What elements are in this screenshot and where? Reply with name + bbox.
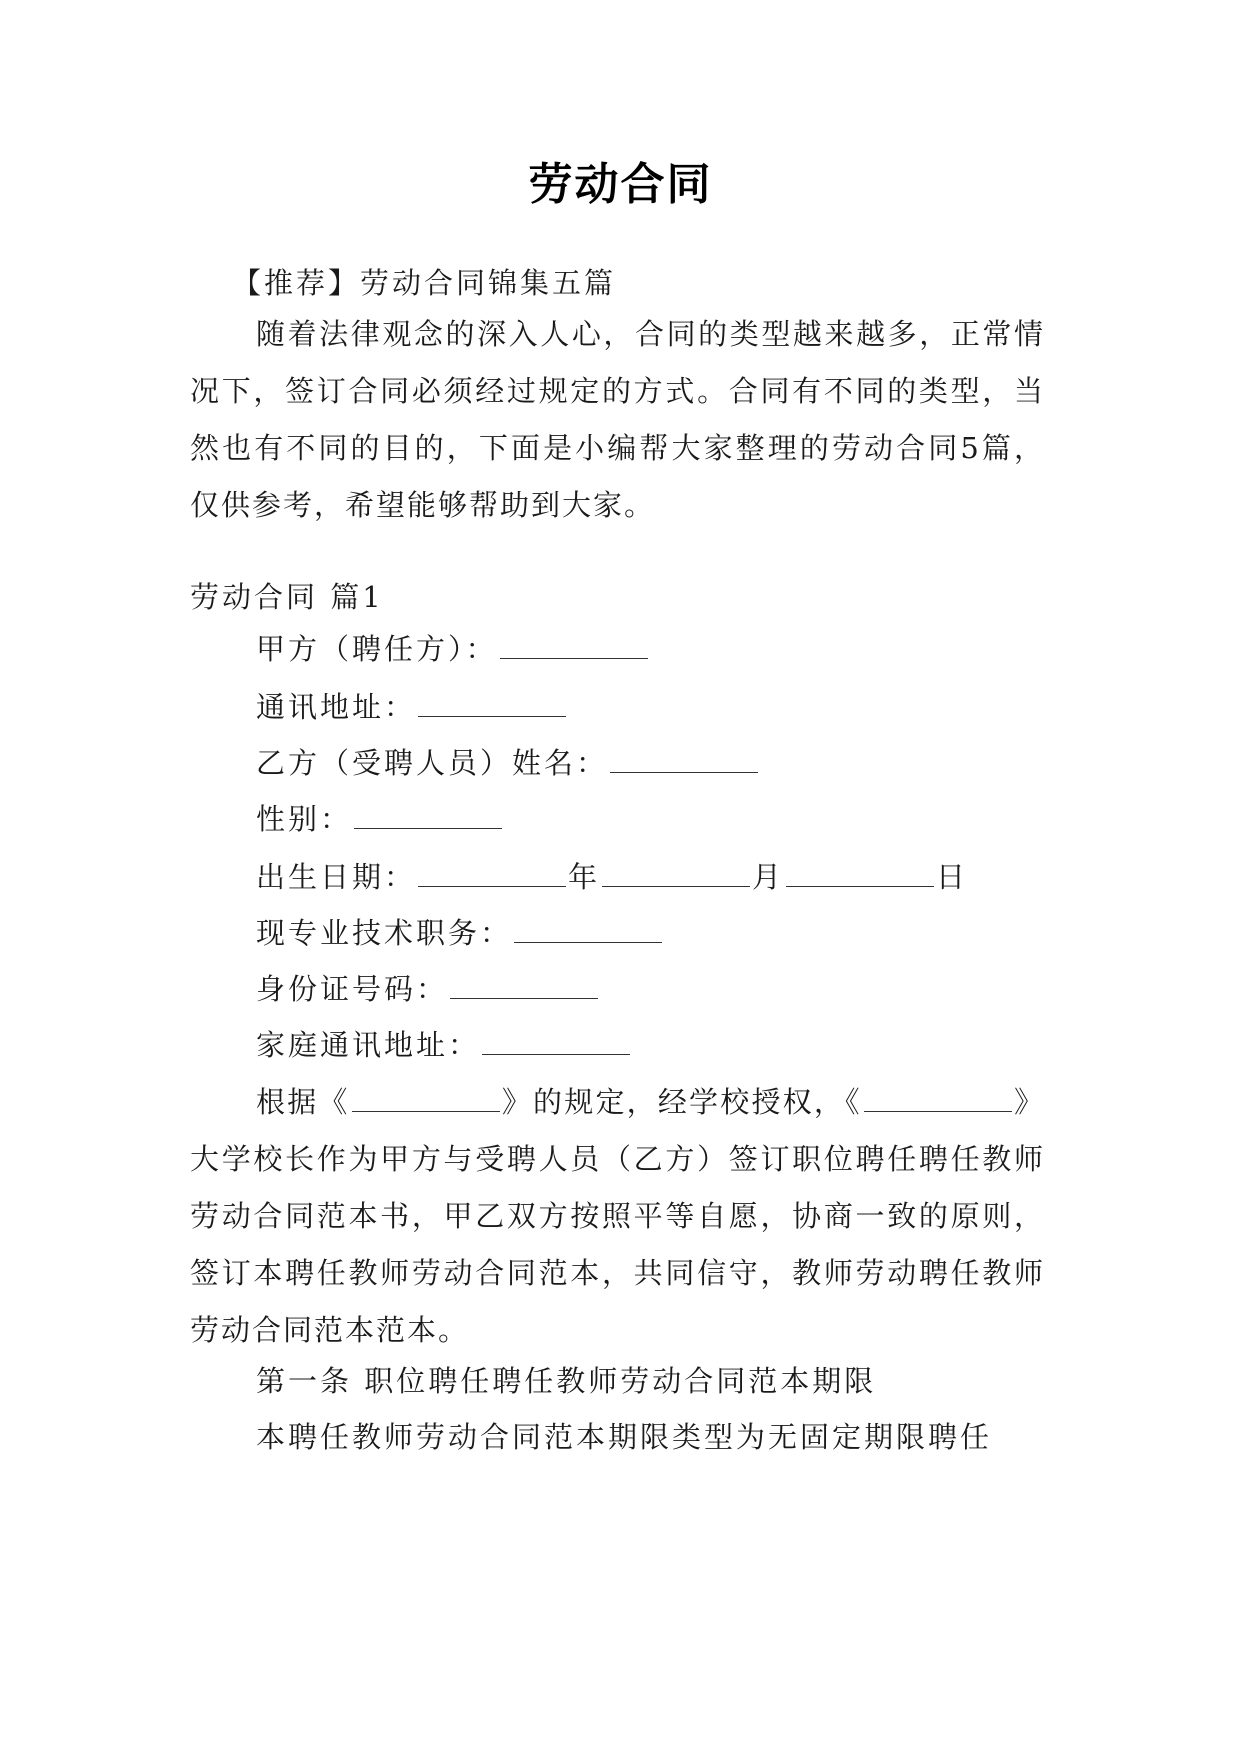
section-heading: 劳动合同 篇1 (190, 580, 384, 614)
field-label: 甲方（聘任方）： (256, 632, 498, 666)
blank-line (602, 860, 750, 887)
article-1-heading: 第一条 职位聘任聘任教师劳动合同范本期限 (256, 1364, 877, 1398)
year-label: 年 (568, 860, 601, 894)
blank-line (418, 860, 566, 887)
field-label: 性别： (256, 802, 353, 836)
field-title-position (256, 914, 664, 952)
field-birth-date (256, 858, 968, 896)
field-label: 身份证号码： (256, 972, 449, 1006)
basis-part-2: 》的规定，经学校授权，《 (501, 1085, 862, 1119)
blank-line (352, 1085, 500, 1112)
basis-paragraph (190, 1074, 1045, 1359)
field-label: 通讯地址： (256, 690, 417, 724)
basis-part-1: 根据《 (256, 1085, 350, 1119)
blank-line (514, 916, 662, 943)
field-gender (256, 800, 504, 838)
basis-part-3: 》大学校长作为甲方与受聘人员（乙方）签订职位聘任聘任教师劳动合同范本书，甲乙双方按照平等自愿，协商一致的原则，签订本聘任教师劳动合同范本，共同信守，教师劳动聘任教师劳动合同范本范本。 (190, 1085, 1045, 1347)
blank-line (786, 860, 934, 887)
blank-line (864, 1085, 1012, 1112)
intro-paragraph: 随着法律观念的深入人心，合同的类型越来越多，正常情况下，签订合同必须经过规定的方式。合同有不同的类型，当然也有不同的目的，下面是小编帮大家整理的劳动合同5篇，仅供参考，希望能够帮助到大家。 (190, 317, 1045, 522)
field-address (256, 688, 568, 726)
field-label: 出生日期： (256, 860, 417, 894)
day-label: 日 (936, 860, 969, 894)
field-party-a (256, 630, 650, 668)
blank-line (610, 746, 758, 773)
document-title: 劳动合同 (528, 159, 713, 210)
field-label: 现专业技术职务： (256, 916, 513, 950)
field-id-number (256, 970, 600, 1008)
blank-line (354, 802, 502, 829)
blank-line (500, 632, 648, 659)
blank-line (418, 690, 566, 717)
field-label: 乙方（受聘人员）姓名： (256, 746, 609, 780)
month-label: 月 (752, 860, 785, 894)
field-label: 家庭通讯地址： (256, 1028, 481, 1062)
field-party-b (256, 744, 760, 782)
blank-line (482, 1028, 630, 1055)
blank-line (450, 972, 598, 999)
article-1-text: 本聘任教师劳动合同范本期限类型为无固定期限聘任 (256, 1420, 993, 1454)
field-home-address (256, 1026, 632, 1064)
recommend-line: 【推荐】劳动合同锦集五篇 (232, 266, 617, 300)
